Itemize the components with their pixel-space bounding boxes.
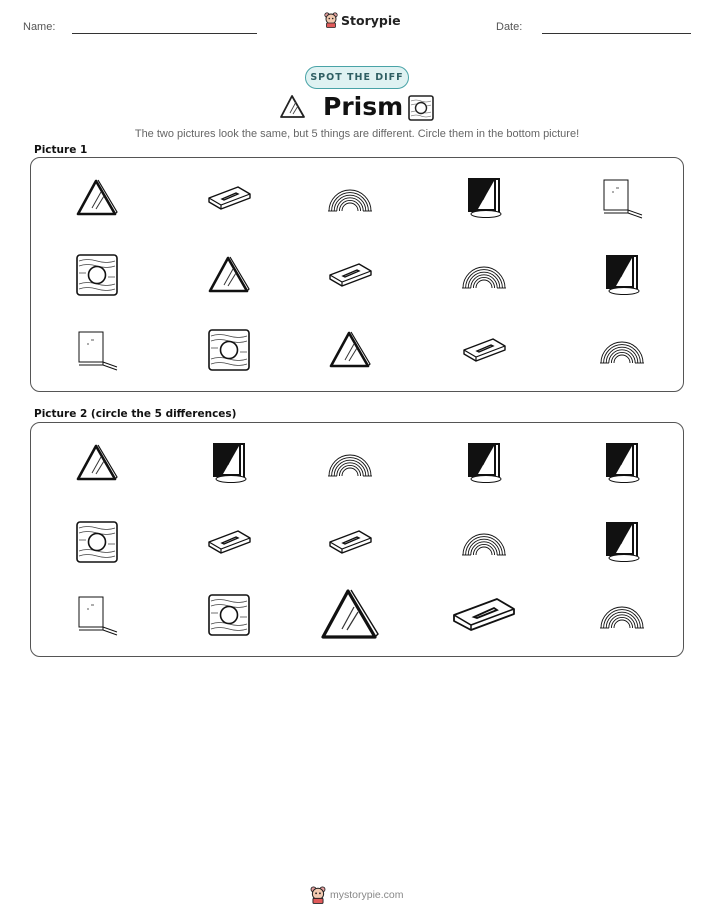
prism-icon bbox=[279, 94, 307, 120]
date-field-line[interactable] bbox=[542, 33, 691, 34]
rainbow-icon bbox=[599, 335, 645, 365]
light-beam-box-icon bbox=[603, 520, 641, 564]
name-label: Name: bbox=[23, 21, 56, 33]
wood-frame-circle-icon bbox=[207, 593, 251, 637]
glass-slab-icon bbox=[206, 528, 252, 556]
room-corner-icon bbox=[600, 178, 644, 218]
wood-frame-circle-icon bbox=[75, 520, 119, 564]
glass-slab-icon bbox=[327, 261, 373, 289]
light-beam-box-icon bbox=[465, 441, 503, 485]
glass-slab-icon bbox=[461, 336, 507, 364]
picture-2-label: Picture 2 (circle the 5 differences) bbox=[34, 408, 237, 420]
rainbow-icon bbox=[327, 183, 373, 213]
light-beam-box-icon bbox=[465, 176, 503, 220]
glass-slab-icon bbox=[327, 528, 373, 556]
prism-triangle-icon bbox=[207, 255, 251, 295]
brand-name: Storypie bbox=[341, 12, 401, 28]
footer-site: mystorypie.com bbox=[330, 889, 404, 901]
name-field-line[interactable] bbox=[72, 33, 257, 34]
room-corner-icon bbox=[75, 330, 119, 370]
instructions: The two pictures look the same, but 5 things are different. Circle them in the bottom picture! bbox=[134, 128, 580, 140]
picture-1-label: Picture 1 bbox=[34, 144, 88, 156]
bear-mascot-icon bbox=[324, 12, 338, 28]
brand-logo bbox=[324, 12, 401, 28]
bear-mascot-icon bbox=[310, 886, 326, 904]
spot-the-diff-badge: SPOT THE DIFF bbox=[305, 66, 409, 89]
rainbow-icon bbox=[599, 600, 645, 630]
room-corner-icon bbox=[75, 595, 119, 635]
wood-frame-icon bbox=[407, 94, 435, 122]
glass-slab-icon bbox=[451, 595, 517, 635]
prism-triangle-icon bbox=[328, 330, 372, 370]
footer bbox=[310, 886, 404, 904]
prism-triangle-icon bbox=[320, 588, 380, 642]
wood-frame-circle-icon bbox=[75, 253, 119, 297]
rainbow-icon bbox=[327, 448, 373, 478]
light-beam-box-icon bbox=[603, 441, 641, 485]
date-label: Date: bbox=[496, 21, 523, 33]
rainbow-icon bbox=[461, 527, 507, 557]
wood-frame-circle-icon bbox=[207, 328, 251, 372]
rainbow-icon bbox=[461, 260, 507, 290]
glass-slab-icon bbox=[206, 184, 252, 212]
light-beam-box-icon bbox=[210, 441, 248, 485]
prism-triangle-icon bbox=[75, 443, 119, 483]
page-title: Prism bbox=[323, 92, 404, 121]
prism-triangle-icon bbox=[75, 178, 119, 218]
light-beam-box-icon bbox=[603, 253, 641, 297]
